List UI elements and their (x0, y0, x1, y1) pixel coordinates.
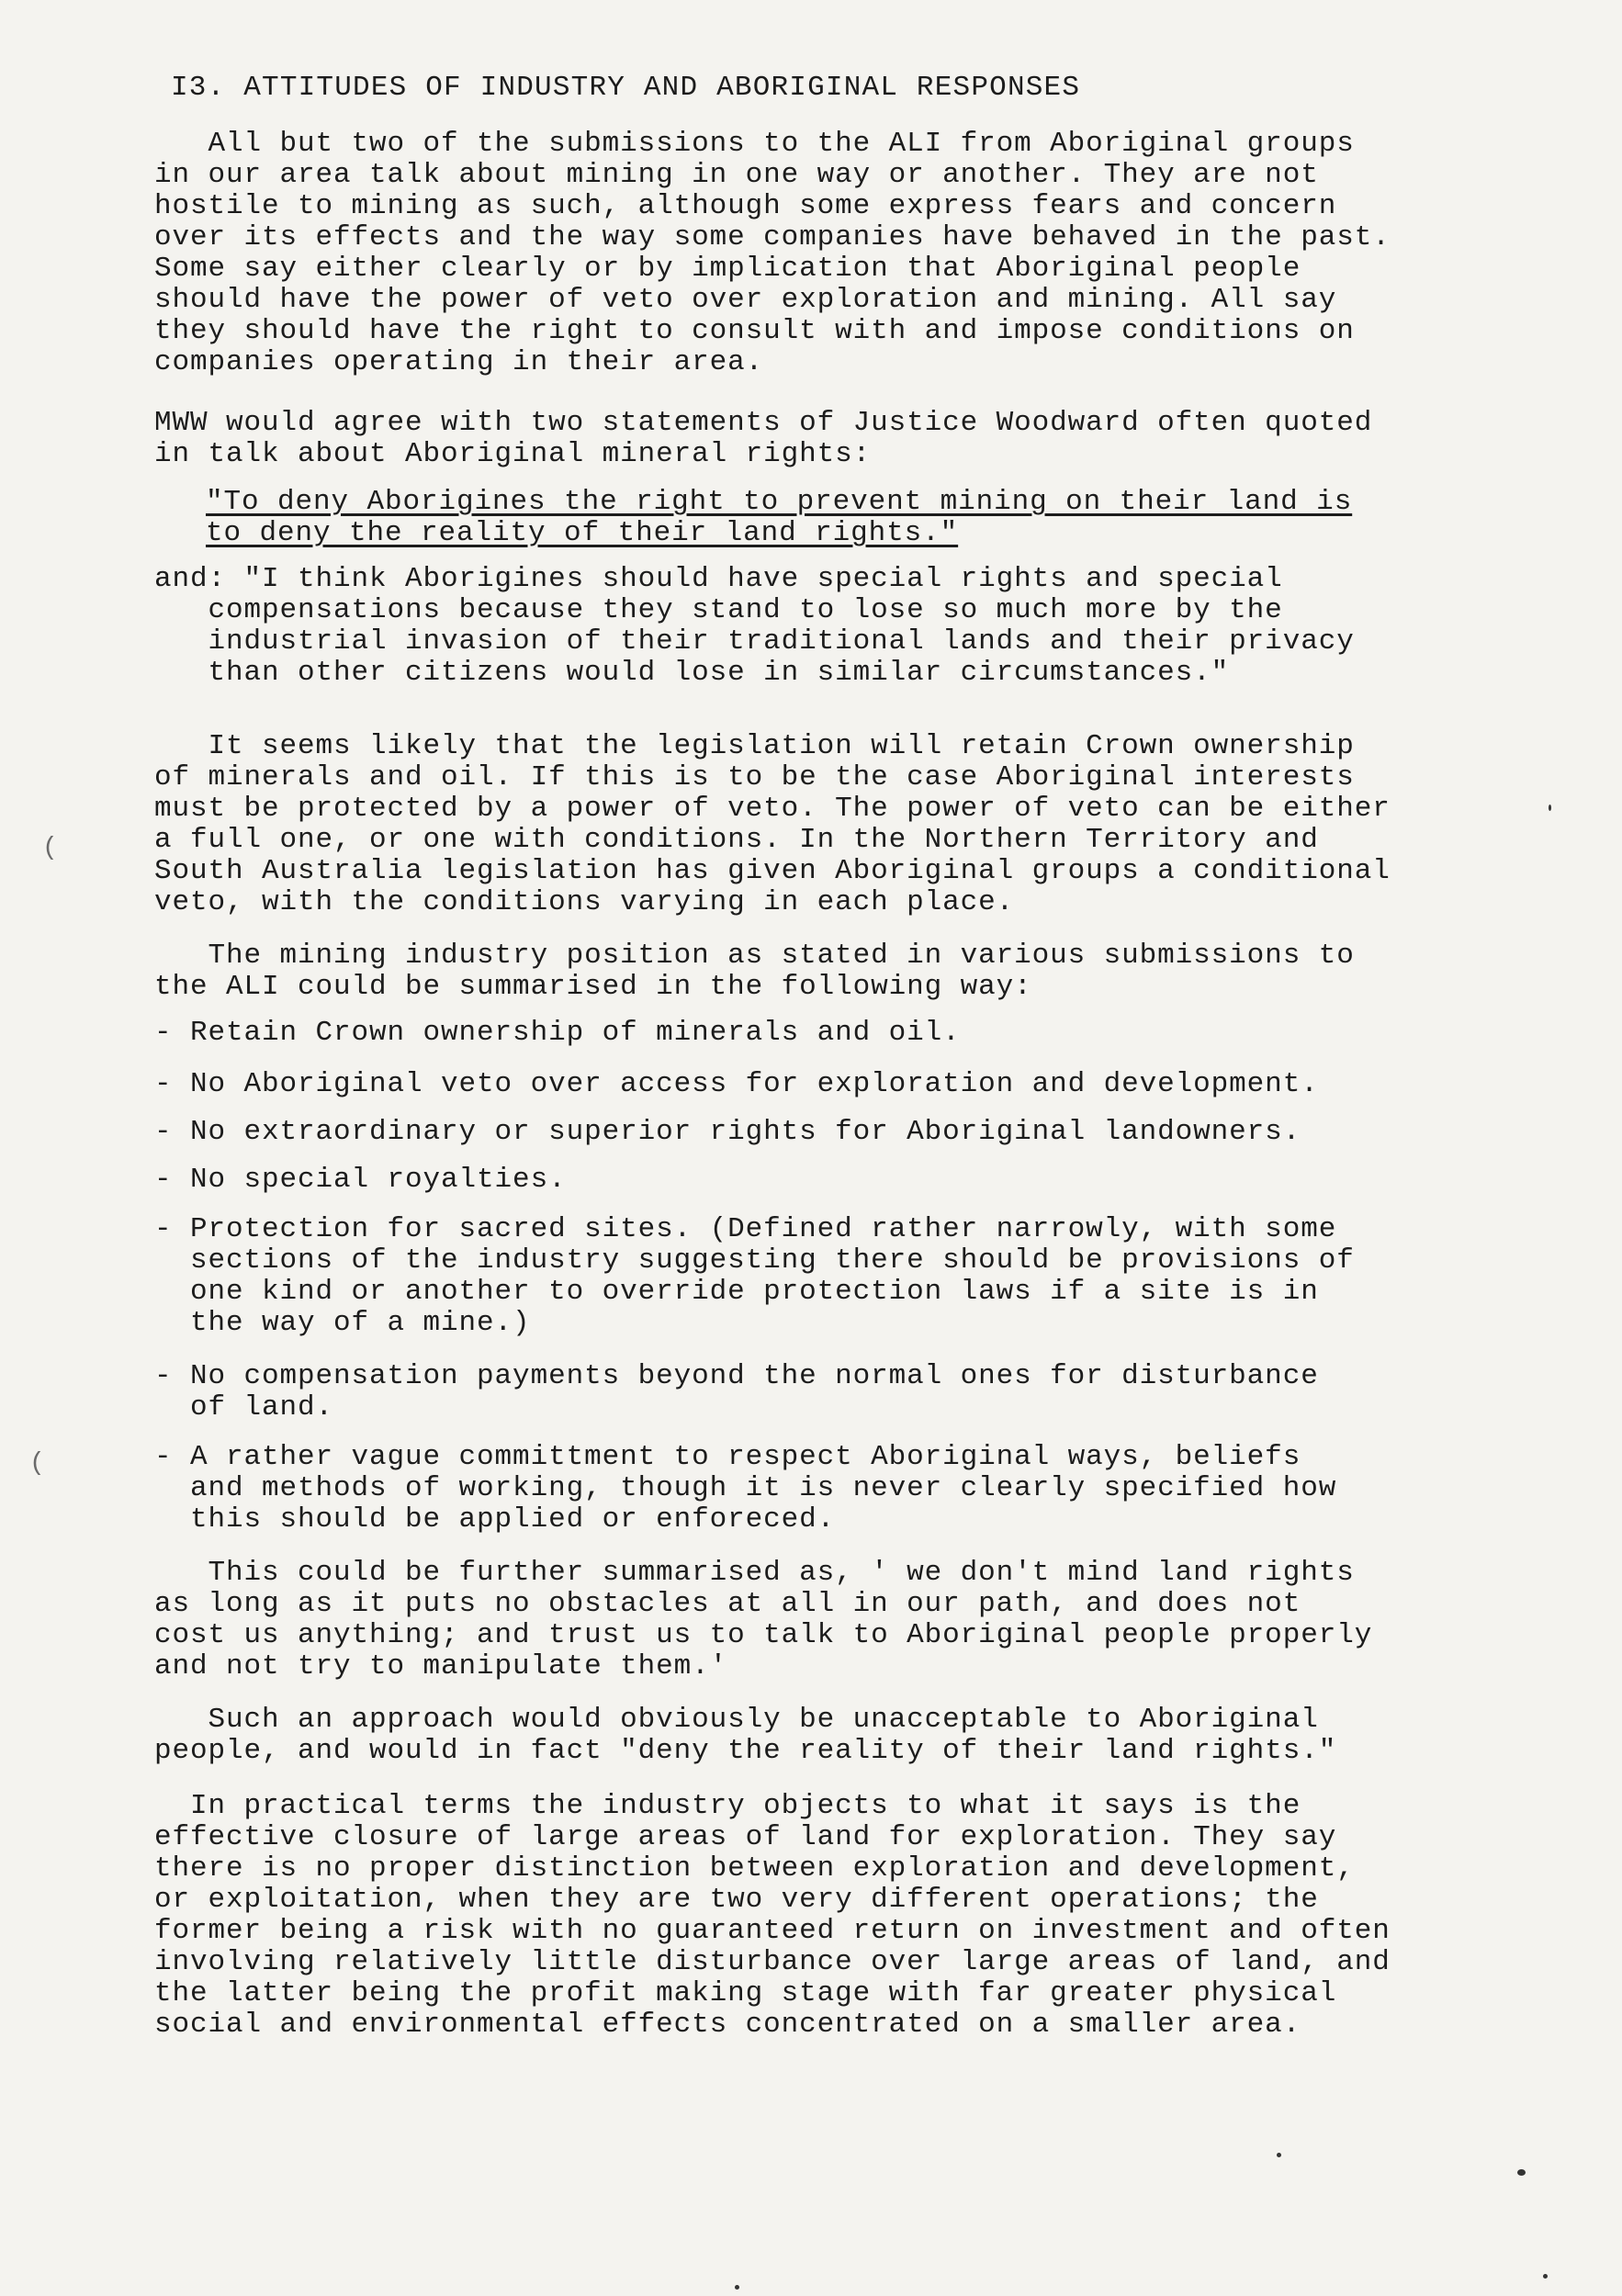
margin-mark: ( (29, 1449, 45, 1478)
ink-speck (1517, 2169, 1526, 2176)
list-item: - Protection for sacred sites. (Defined rather narrowly, with some sections of the industry suggesting there should be provisions of one kind or another to override protection laws if a site is in the way of a mine.) (154, 1213, 1355, 1339)
list-item: - No extraordinary or superior rights for Aboriginal landowners. (154, 1116, 1301, 1148)
paragraph-4: The mining industry position as stated in various submissions to the ALI could be summarised in the following way: (154, 940, 1355, 1003)
list-item: - No compensation payments beyond the normal ones for disturbance of land. (154, 1360, 1319, 1424)
list-item: - No Aboriginal veto over access for exploration and development. (154, 1068, 1319, 1100)
paragraph-5: This could be further summarised as, ' we don't mind land rights as long as it puts no obstacles at all in our path, and does not cost us anything; and trust us to talk to Aboriginal people properly and not try to manipulate them.' (154, 1557, 1373, 1683)
quote-1: "To deny Aborigines the right to prevent mining on their land is to deny the reality of their land rights." (206, 486, 1353, 549)
paragraph-6: Such an approach would obviously be unacceptable to Aboriginal people, and would in fact "deny the reality of their land rights." (154, 1704, 1337, 1767)
list-item: - A rather vague committment to respect Aboriginal ways, beliefs and methods of working, though it is never clearly specified how this should be applied or enforeced. (154, 1441, 1337, 1536)
list-item: - No special royalties. (154, 1164, 567, 1196)
list-item: - Retain Crown ownership of minerals and oil. (154, 1017, 961, 1049)
ink-speck (1543, 2274, 1548, 2279)
section-heading: I3. ATTITUDES OF INDUSTRY AND ABORIGINAL RESPONSES (171, 72, 1081, 104)
paragraph-7: In practical terms the industry objects to what it says is the effective closure of large areas of land for exploration. They say there is no proper distinction between exploration and development, or exploitation, when they are two very different operations; the former being a risk with no guaranteed return on investment and often involving relatively little disturbance over large areas of land, and the latter being the profit making stage with far greater physical social and environmental effects concentrated on a smaller area. (154, 1790, 1391, 2041)
ink-speck (735, 2285, 739, 2290)
paragraph-1: All but two of the submissions to the ALI from Aboriginal groups in our area talk about mining in one way or another. They are not hostile to mining as such, although some express fears and concern over its effects and the way some companies have behaved in the past. Some say either clearly or by implication that Aboriginal people should have the power of veto over exploration and mining. All say they should have the right to consult with and impose conditions on companies operating in their area. (154, 128, 1391, 378)
paragraph-3: It seems likely that the legislation will retain Crown ownership of minerals and oil. If this is to be the case Aboriginal interests must be protected by a power of veto. The power of veto can be either a full one, or one with conditions. In the Northern Territory and South Australia legislation has given Aboriginal groups a conditional veto, with the conditions varying in each place. (154, 730, 1391, 918)
margin-mark: ( (42, 834, 58, 862)
ink-speck (1549, 805, 1551, 811)
paragraph-2: MWW would agree with two statements of Justice Woodward often quoted in talk about Aboriginal mineral rights: (154, 407, 1373, 470)
ink-speck (1277, 2153, 1281, 2157)
quote-2: and: "I think Aborigines should have special rights and special compensations because they stand to lose so much more by the industrial invasion of their traditional lands and their privacy than other citizens would lose in similar circumstances." (154, 563, 1355, 689)
